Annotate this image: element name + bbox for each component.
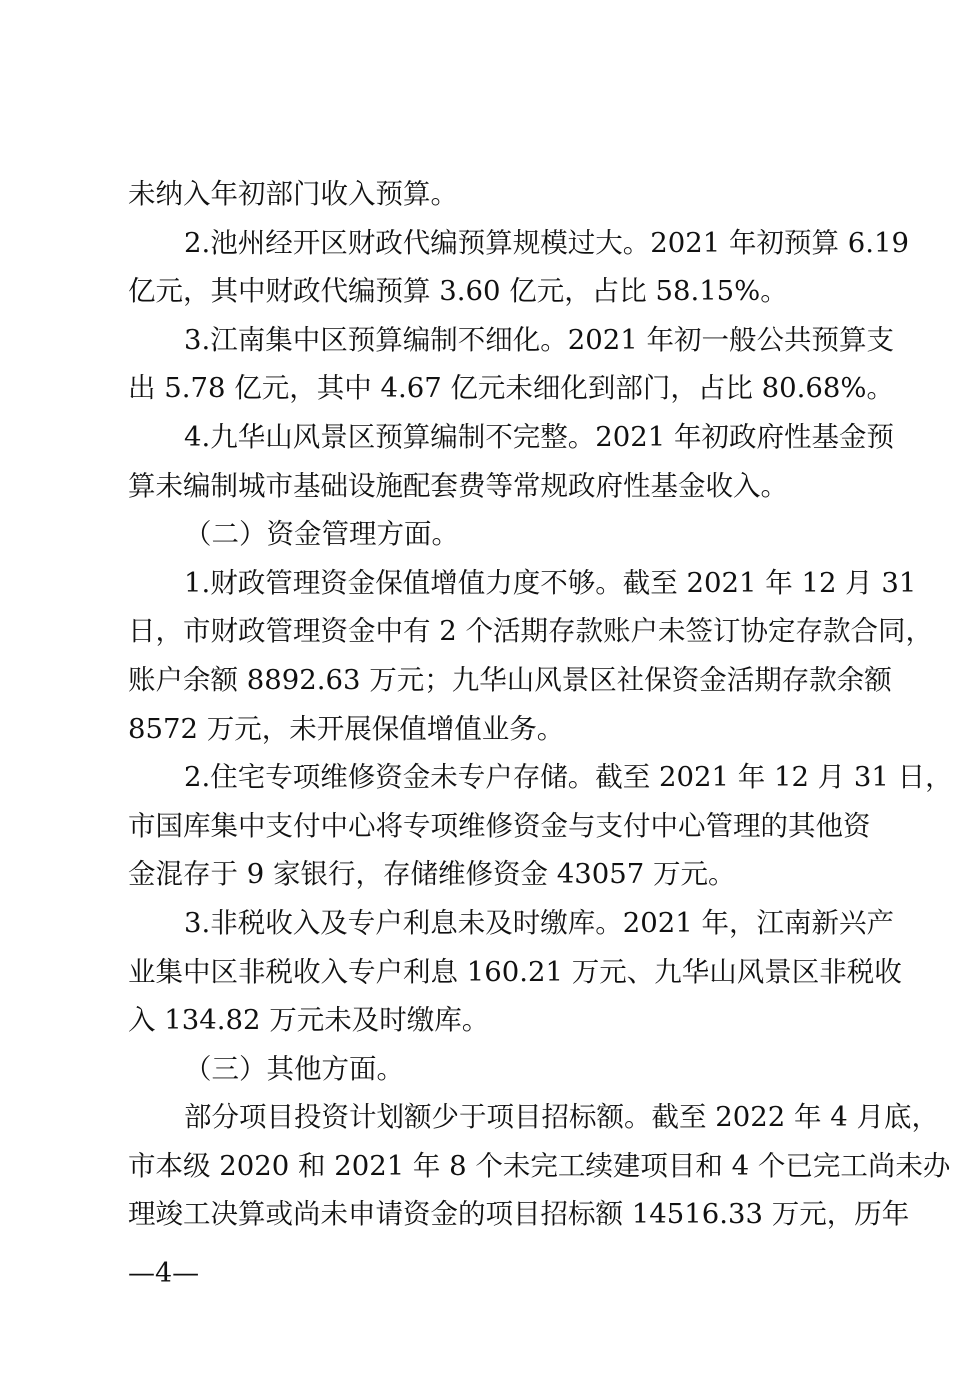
text-line-4: 3.江南集中区预算编制不细化。2021 年初一般公共预算支 [184, 323, 894, 356]
text-line-13: 2.住宅专项维修资金未专户存储。截至 2021 年 12 月 31 日， [184, 761, 953, 794]
document-body [128, 178, 953, 1247]
text-line-5: 出 5.78 亿元，其中 4.67 亿元未细化到部门，占比 80.68%。 [128, 372, 895, 405]
text-line-3: 亿元，其中财政代编预算 3.60 亿元，占比 58.15%。 [128, 275, 788, 308]
text-line-12: 8572 万元，未开展保值增值业务。 [128, 712, 565, 745]
text-line-10: 日，市财政管理资金中有 2 个活期存款账户未签订协定存款合同， [128, 615, 933, 648]
text-line-22: 理竣工决算或尚未申请资金的项目招标额 14516.33 万元，历年 [128, 1198, 910, 1231]
text-line-18: 入 134.82 万元未及时缴库。 [128, 1004, 490, 1037]
section-heading-2: （二）资金管理方面。 [184, 518, 459, 551]
text-line-17: 业集中区非税收入专户利息 160.21 万元、九华山风景区非税收 [128, 955, 902, 988]
text-line-7: 算未编制城市基础设施配套费等常规政府性基金收入。 [128, 469, 788, 502]
text-line-6: 4.九华山风景区预算编制不完整。2021 年初政府性基金预 [184, 420, 894, 453]
text-line-1: 未纳入年初部门收入预算。 [128, 178, 458, 210]
text-line-11: 账户余额 8892.63 万元；九华山风景区社保资金活期存款余额 [128, 663, 892, 696]
text-line-9: 1.财政管理资金保值增值力度不够。截至 2021 年 12 月 31 [184, 566, 917, 599]
text-line-21: 市本级 2020 和 2021 年 8 个未完工续建项目和 4 个已完工尚未办 [128, 1149, 951, 1182]
text-line-16: 3.非税收入及专户利息未及时缴库。2021 年，江南新兴产 [184, 906, 894, 939]
section-heading-3: （三）其他方面。 [184, 1052, 404, 1085]
text-line-14: 市国库集中支付中心将专项维修资金与支付中心管理的其他资 [128, 809, 871, 842]
text-line-20: 部分项目投资计划额少于项目招标额。截至 2022 年 4 月底， [184, 1101, 939, 1134]
text-line-15: 金混存于 9 家银行，存储维修资金 43057 万元。 [128, 858, 736, 891]
text-line-2: 2.池州经开区财政代编预算规模过大。2021 年初预算 6.19 [184, 226, 909, 259]
page-number: —4— [128, 1258, 200, 1289]
